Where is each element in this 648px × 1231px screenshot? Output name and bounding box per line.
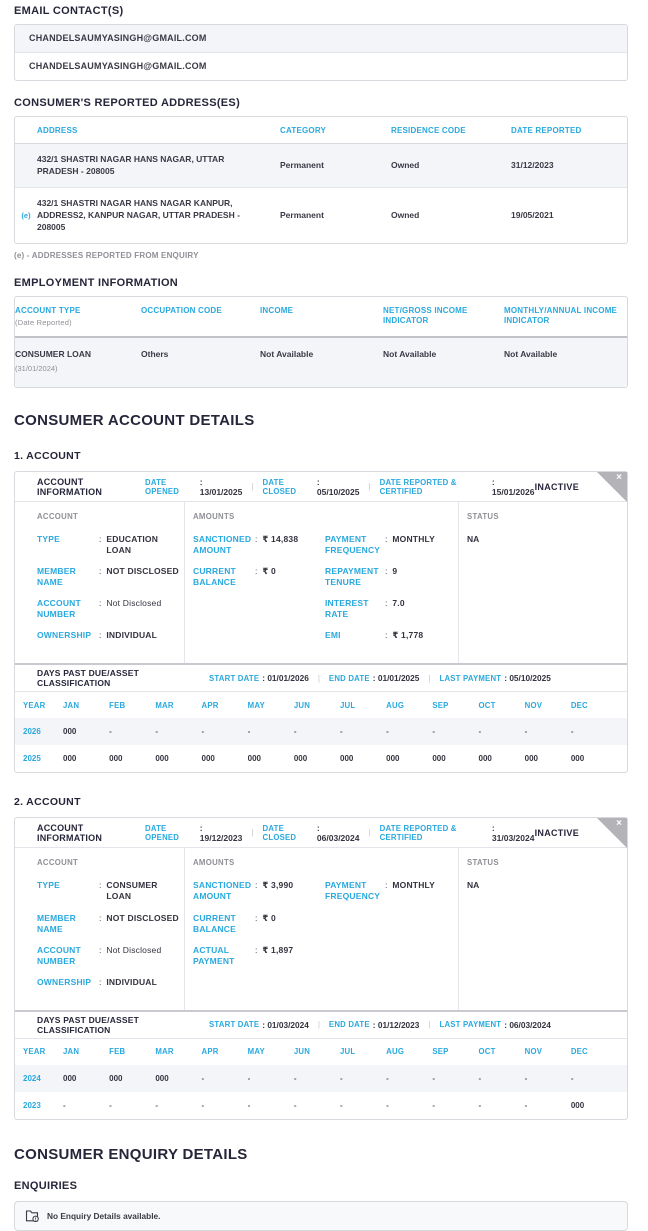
no-enquiry-message: No Enquiry Details available.	[47, 1210, 161, 1221]
field-label: REPAYMENT TENURE	[325, 566, 379, 588]
field-current-balance	[193, 913, 325, 935]
dpd-month-label: APR	[201, 1047, 219, 1057]
date-reported-value: 31/12/2023	[511, 160, 554, 171]
dpd-month-label: FEB	[109, 700, 126, 710]
email-section-title: EMAIL CONTACT(S)	[14, 5, 124, 17]
last-payment-label: LAST PAYMENT	[439, 1020, 502, 1030]
separator: |	[317, 673, 320, 683]
category-value: Permanent	[280, 160, 324, 171]
colon-separator: :	[255, 880, 258, 891]
dpd-value: -	[293, 727, 297, 737]
dpd-value: 000	[109, 1073, 123, 1083]
dpd-value: -	[432, 727, 435, 737]
field-label: ACTUAL PAYMENT	[193, 944, 235, 966]
colon-separator: :	[385, 630, 388, 641]
enquiry-marker: (e)	[21, 210, 31, 220]
status-column-label: STATUS	[467, 858, 499, 868]
separator: |	[368, 482, 371, 492]
field-label: ACCOUNT NUMBER	[37, 598, 81, 620]
account-1-heading: 1. ACCOUNT	[14, 450, 81, 463]
dpd-month-label: JUN	[293, 1047, 311, 1057]
email-row	[15, 25, 627, 53]
amounts-right	[325, 534, 452, 651]
dpd-month-label: MAR	[155, 700, 174, 710]
field-value: 7.0	[392, 598, 405, 609]
close-icon[interactable]: ×	[616, 472, 622, 484]
field-label: SANCTIONED AMOUNT	[193, 880, 252, 902]
colon-separator: :	[255, 534, 258, 545]
last-payment-value: : 05/10/2025	[504, 673, 551, 684]
end-date-label: END DATE	[328, 1020, 370, 1030]
address-table-header	[15, 117, 627, 144]
dpd-month-label: MAY	[247, 1047, 265, 1057]
field-interest-rate	[325, 598, 452, 620]
date-closed-value: : 06/03/2024	[316, 822, 360, 843]
dpd-year: 2026	[23, 727, 41, 737]
email-value: CHANDELSAUMYASINGH@GMAIL.COM	[29, 33, 207, 43]
dpd-value: -	[524, 1073, 528, 1083]
address-section-title: CONSUMER'S REPORTED ADDRESS(ES)	[14, 97, 241, 109]
dpd-value: -	[293, 1100, 297, 1110]
start-date-value: : 01/01/2026	[262, 673, 309, 684]
dpd-value: -	[432, 1073, 435, 1083]
separator: |	[251, 482, 254, 492]
end-date-value: : 01/01/2025	[372, 673, 420, 684]
residence-code-value: Owned	[391, 160, 420, 171]
dpd-month-label: APR	[201, 700, 219, 710]
col-occupation-code: OCCUPATION CODE	[141, 305, 222, 315]
date-reported-label: DATE REPORTED & CERTIFIED	[379, 823, 457, 842]
employment-table	[14, 296, 628, 389]
status-column-label: STATUS	[467, 512, 499, 522]
field-type	[37, 880, 184, 902]
col-account-type-sub: (Date Reported)	[15, 318, 72, 328]
amounts-column	[184, 848, 459, 1009]
field-value: INDIVIDUAL	[106, 976, 158, 987]
field-label: CURRENT BALANCE	[193, 912, 236, 934]
dpd-month-label: JUL	[340, 700, 356, 710]
dpd-value: 000	[478, 754, 492, 764]
address-value: 432/1 SHASTRI NAGAR HANS NAGAR, UTTAR PRADESH - 208005	[37, 154, 225, 177]
dpd-value: -	[478, 1073, 482, 1083]
employment-section-title: EMPLOYMENT INFORMATION	[14, 276, 179, 289]
dpd-value: 000	[524, 754, 539, 764]
field-label: INTEREST RATE	[325, 598, 369, 620]
dpd-month-label: SEP	[432, 700, 449, 710]
account-column	[15, 502, 184, 663]
dpd-value: -	[293, 1073, 297, 1083]
dpd-month-label: AUG	[386, 1047, 405, 1057]
field-member-name	[37, 913, 184, 935]
dpd-value: -	[201, 1100, 205, 1110]
separator: |	[317, 1020, 320, 1030]
corner-ribbon	[597, 818, 627, 848]
field-label: OWNERSHIP	[37, 630, 92, 641]
dpd-month-label: JAN	[63, 1047, 80, 1057]
dpd-value: 000	[293, 754, 308, 764]
dpd-value: -	[570, 727, 574, 737]
account-type-date: (31/01/2024)	[15, 363, 58, 373]
status-column	[459, 848, 627, 1009]
colon-separator: :	[255, 912, 258, 923]
dpd-value: -	[478, 727, 482, 737]
field-label: ACCOUNT NUMBER	[37, 944, 81, 966]
account-info-title: ACCOUNT INFORMATION	[37, 476, 103, 497]
dpd-year-header: YEAR	[23, 700, 46, 710]
dpd-month-header	[15, 1038, 627, 1065]
account-info-title: ACCOUNT INFORMATION	[37, 822, 103, 843]
dpd-month-label: OCT	[478, 700, 496, 710]
dpd-year: 2024	[23, 1073, 41, 1083]
field-account-number	[37, 945, 184, 967]
dpd-value: 000	[570, 754, 585, 764]
field-repayment-tenure	[325, 566, 452, 588]
field-value: NOT DISCLOSED	[106, 912, 179, 923]
dpd-title: DAYS PAST DUE/ASSET CLASSIFICATION	[37, 668, 140, 689]
field-value: ₹ 0	[262, 912, 276, 923]
date-closed-value: : 05/10/2025	[316, 476, 360, 497]
status-value: NA	[467, 880, 480, 891]
col-income: INCOME	[260, 305, 294, 315]
dpd-month-label: DEC	[570, 700, 588, 710]
amounts-column-label: AMOUNTS	[193, 512, 235, 522]
status-badge: INACTIVE	[534, 481, 579, 492]
account-info-body	[15, 848, 627, 1009]
field-ownership	[37, 630, 184, 641]
account-column	[15, 848, 184, 1009]
address-row	[15, 144, 627, 188]
field-payment-frequency	[325, 880, 452, 902]
dpd-value: 000	[247, 754, 262, 764]
colon-separator: :	[385, 598, 388, 609]
field-value: Not Disclosed	[106, 598, 162, 609]
employment-row	[15, 338, 627, 387]
field-label: OWNERSHIP	[37, 976, 92, 987]
dpd-month-label: JAN	[63, 700, 80, 710]
corner-ribbon	[597, 472, 627, 502]
field-sanctioned-amount	[193, 880, 325, 902]
field-label: EMI	[325, 630, 341, 641]
dpd-value: -	[201, 727, 205, 737]
separator: |	[251, 828, 254, 838]
field-sanctioned-amount	[193, 534, 325, 556]
col-category: CATEGORY	[280, 125, 327, 135]
enquiry-details-title: CONSUMER ENQUIRY DETAILS	[14, 1145, 248, 1163]
last-payment-value: : 06/03/2024	[504, 1019, 551, 1030]
colon-separator: :	[385, 534, 388, 545]
account-info-body	[15, 502, 627, 663]
dpd-month-label: AUG	[386, 700, 405, 710]
dpd-value: -	[386, 727, 389, 737]
dpd-value: -	[340, 1073, 343, 1083]
dpd-value: -	[247, 1073, 251, 1083]
occupation-code-value: Others	[141, 349, 169, 360]
dpd-value: 000	[155, 754, 169, 764]
dpd-value: -	[432, 1100, 435, 1110]
dpd-value: -	[247, 727, 251, 737]
dpd-value: -	[201, 1073, 205, 1083]
colon-separator: :	[99, 912, 102, 923]
col-date-reported: DATE REPORTED	[511, 125, 582, 135]
dpd-header	[15, 1010, 627, 1038]
field-value: MONTHLY	[392, 534, 436, 545]
field-label: CURRENT BALANCE	[193, 566, 236, 588]
field-value: ₹ 3,990	[262, 880, 294, 891]
dpd-month-label: MAY	[247, 700, 265, 710]
account-details-title: CONSUMER ACCOUNT DETAILS	[14, 412, 255, 430]
dpd-title: DAYS PAST DUE/ASSET CLASSIFICATION	[37, 1014, 140, 1035]
close-icon[interactable]: ×	[616, 818, 622, 830]
amounts-left	[193, 534, 325, 651]
dpd-year: 2025	[23, 754, 41, 764]
dpd-month-label: JUL	[340, 1047, 356, 1057]
colon-separator: :	[385, 566, 388, 577]
end-date-value: : 01/12/2023	[372, 1019, 420, 1030]
field-label: PAYMENT FREQUENCY	[325, 534, 381, 556]
monthly-annual-value: Not Available	[504, 349, 558, 360]
field-actual-payment	[193, 945, 325, 967]
net-gross-value: Not Available	[383, 349, 437, 360]
dpd-value: -	[340, 1100, 343, 1110]
dpd-value: -	[386, 1100, 389, 1110]
dpd-value: 000	[155, 1073, 169, 1083]
field-label: TYPE	[37, 534, 61, 545]
field-label: SANCTIONED AMOUNT	[193, 534, 252, 556]
email-row	[15, 53, 627, 80]
field-label: PAYMENT FREQUENCY	[325, 880, 381, 902]
colon-separator: :	[99, 630, 102, 641]
field-value: CONSUMER LOAN	[106, 880, 158, 902]
field-value: Not Disclosed	[106, 944, 162, 955]
dpd-row	[15, 718, 627, 745]
enquiries-subtitle: ENQUIRIES	[14, 1179, 78, 1192]
date-reported-value: 19/05/2021	[511, 210, 554, 221]
col-account-type: ACCOUNT TYPE (Date Reported)	[15, 306, 141, 329]
date-opened-value: : 13/01/2025	[199, 476, 243, 497]
date-reported-value: : 15/01/2026	[491, 476, 535, 497]
status-column	[459, 502, 627, 663]
field-account-number	[37, 598, 184, 620]
end-date-label: END DATE	[328, 673, 370, 683]
status-value: NA	[467, 534, 480, 545]
dpd-value: -	[570, 1073, 574, 1083]
field-current-balance	[193, 566, 325, 588]
col-net-gross-indicator: NET/GROSS INCOME INDICATOR	[383, 305, 468, 326]
dpd-value: -	[109, 1100, 112, 1110]
dpd-month-label: FEB	[109, 1047, 126, 1057]
colon-separator: :	[255, 944, 258, 955]
date-closed-label: DATE CLOSED	[262, 477, 297, 496]
field-value: ₹ 1,897	[262, 944, 294, 955]
dpd-year: 2023	[23, 1100, 41, 1110]
col-address: ADDRESS	[37, 125, 78, 135]
residence-code-value: Owned	[391, 210, 420, 221]
account-info-header	[15, 818, 627, 848]
dpd-value: 000	[340, 754, 354, 764]
field-value: MONTHLY	[392, 880, 436, 891]
account-column-label: ACCOUNT	[37, 858, 79, 868]
last-payment-label: LAST PAYMENT	[439, 673, 502, 683]
field-label: MEMBER NAME	[37, 912, 76, 934]
dpd-value: 000	[386, 754, 400, 764]
address-table	[14, 116, 628, 244]
account-info-header	[15, 472, 627, 502]
field-value: NOT DISCLOSED	[106, 566, 179, 577]
start-date-label: START DATE	[209, 1020, 260, 1030]
start-date-label: START DATE	[209, 673, 260, 683]
dpd-value: 000	[63, 727, 77, 737]
account-column-label: ACCOUNT	[37, 512, 79, 522]
colon-separator: :	[99, 976, 102, 987]
date-reported-value: : 31/03/2024	[491, 822, 535, 843]
dpd-value: 000	[201, 754, 215, 764]
status-badge: INACTIVE	[534, 827, 579, 838]
field-type	[37, 534, 184, 556]
account-card	[14, 817, 628, 1119]
dpd-value: -	[340, 727, 343, 737]
colon-separator: :	[385, 880, 388, 891]
field-value: 9	[392, 566, 398, 577]
field-value: ₹ 0	[262, 566, 276, 577]
dpd-month-label: MAR	[155, 1047, 174, 1057]
col-monthly-annual-indicator: MONTHLY/ANNUAL INCOME INDICATOR	[504, 305, 618, 326]
category-value: Permanent	[280, 210, 324, 221]
dpd-value: -	[63, 1100, 66, 1110]
date-opened-label: DATE OPENED	[145, 477, 180, 496]
account-2-heading: 2. ACCOUNT	[14, 796, 81, 809]
amounts-column	[184, 502, 459, 663]
dpd-month-header	[15, 691, 627, 718]
dpd-value: 000	[570, 1100, 585, 1110]
col-residence-code: RESIDENCE CODE	[391, 125, 466, 135]
date-opened-value: : 19/12/2023	[199, 822, 243, 843]
separator: |	[428, 1020, 431, 1030]
field-value: EDUCATION LOAN	[106, 534, 159, 556]
dpd-value: -	[386, 1073, 389, 1083]
dpd-row	[15, 745, 627, 772]
colon-separator: :	[99, 598, 102, 609]
amounts-left	[193, 880, 325, 976]
dpd-value: -	[524, 727, 528, 737]
colon-separator: :	[99, 880, 102, 891]
account-card	[14, 471, 628, 773]
dpd-row	[15, 1092, 627, 1119]
field-payment-frequency	[325, 534, 452, 556]
employment-table-header	[15, 297, 627, 339]
amounts-right	[325, 880, 452, 976]
dpd-value: -	[247, 1100, 251, 1110]
field-label: TYPE	[37, 880, 61, 891]
field-label: MEMBER NAME	[37, 566, 76, 588]
dpd-value: 000	[63, 1073, 77, 1083]
dpd-month-label: NOV	[524, 700, 543, 710]
colon-separator: :	[99, 566, 102, 577]
dpd-value: -	[524, 1100, 528, 1110]
dpd-value: 000	[63, 754, 77, 764]
colon-separator: :	[99, 534, 102, 545]
field-value: INDIVIDUAL	[106, 630, 158, 641]
amounts-column-label: AMOUNTS	[193, 858, 235, 868]
dpd-value: -	[109, 727, 112, 737]
dpd-value: -	[478, 1100, 482, 1110]
dpd-row	[15, 1065, 627, 1092]
dpd-year-header: YEAR	[23, 1047, 46, 1057]
date-opened-label: DATE OPENED	[145, 823, 180, 842]
colon-separator: :	[255, 566, 258, 577]
email-list	[14, 24, 628, 81]
date-reported-label: DATE REPORTED & CERTIFIED	[379, 477, 457, 496]
field-member-name	[37, 566, 184, 588]
account-type-value: CONSUMER LOAN (31/01/2024)	[15, 349, 141, 374]
address-footnote: (e) - ADDRESSES REPORTED FROM ENQUIRY	[14, 250, 199, 260]
dpd-value: 000	[432, 754, 446, 764]
dpd-month-label: NOV	[524, 1047, 543, 1057]
start-date-value: : 01/03/2024	[262, 1019, 309, 1030]
no-enquiry-folder-icon	[25, 1209, 39, 1222]
dpd-value: 000	[109, 754, 123, 764]
dpd-header	[15, 663, 627, 691]
separator: |	[428, 673, 431, 683]
dpd-value: -	[155, 1100, 158, 1110]
field-ownership	[37, 977, 184, 988]
dpd-month-label: JUN	[293, 700, 311, 710]
income-value: Not Available	[260, 349, 314, 360]
email-value: CHANDELSAUMYASINGH@GMAIL.COM	[29, 61, 207, 71]
field-emi	[325, 630, 452, 641]
dpd-month-label: OCT	[478, 1047, 496, 1057]
separator: |	[368, 828, 371, 838]
address-row	[15, 188, 627, 243]
field-value: ₹ 14,838	[262, 534, 299, 545]
field-value: ₹ 1,778	[392, 630, 424, 641]
dpd-value: -	[155, 727, 158, 737]
colon-separator: :	[99, 944, 102, 955]
dpd-month-label: DEC	[570, 1047, 588, 1057]
address-value: 432/1 SHASTRI NAGAR HANS NAGAR KANPUR, ADDRESS2, KANPUR NAGAR, UTTAR PRADESH - 208005	[37, 197, 240, 233]
no-enquiry-box	[14, 1201, 628, 1231]
date-closed-label: DATE CLOSED	[262, 823, 297, 842]
dpd-month-label: SEP	[432, 1047, 449, 1057]
